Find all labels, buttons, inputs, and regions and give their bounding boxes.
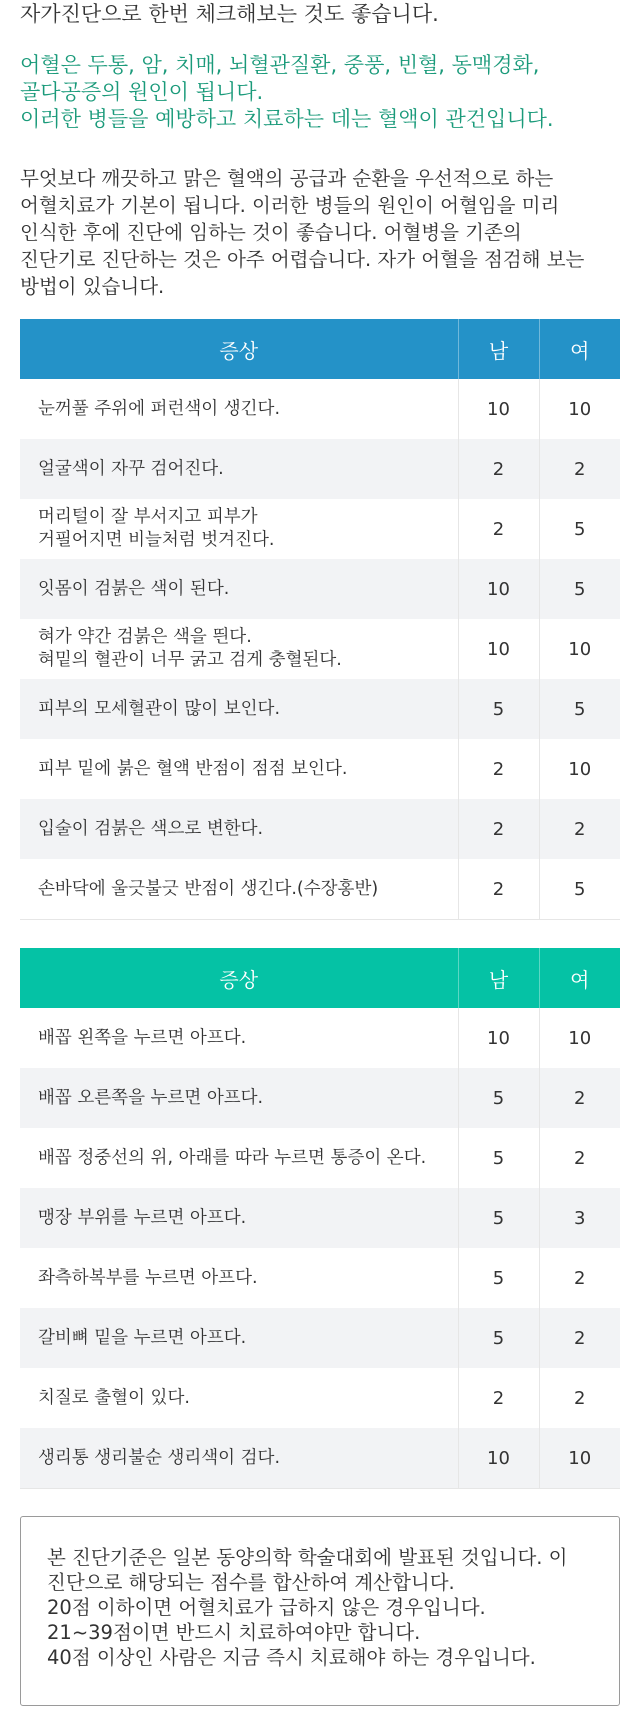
criteria-box [20,1516,620,1706]
symptom-text: 피부의 모세혈관이 많이 보인다. [38,698,281,719]
table-header-row [20,319,620,379]
symptom-cell [20,799,458,859]
symptom-cell [20,1308,458,1368]
table-body [20,1008,620,1489]
female-score: 10 [568,1027,592,1049]
table-row [20,559,620,619]
male-score: 2 [458,859,539,920]
symptom-cell [20,1068,458,1128]
table-row [20,1308,620,1368]
female-score: 10 [539,1428,620,1489]
table-row [20,859,620,920]
symptom-text: 맹장 부위를 누르면 아프다. [38,1207,247,1228]
table-row [20,799,620,859]
table-row [20,619,620,679]
description-line: 인식한 후에 진단에 임하는 것이 좋습니다. 어혈병을 기존의 [20,221,522,244]
table-body [20,379,620,920]
description-paragraph [20,165,625,300]
symptom-cell [20,499,458,559]
male-score: 5 [458,1188,539,1248]
table-row [20,1128,620,1188]
male-score: 2 [458,439,539,499]
female-score: 2 [574,1147,586,1169]
table-row [20,1428,620,1489]
table-row [20,1368,620,1428]
header-symptom: 증상 [20,948,458,1008]
intro-text: 자가진단으로 한번 체크해보는 것도 좋습니다. [20,2,439,26]
male-score: 2 [458,499,539,559]
table-header-row [20,948,620,1008]
female-score: 3 [539,1188,620,1248]
symptom-cell [20,619,458,679]
criteria-line: 21~39점이면 반드시 치료하여야만 합니다. [47,1621,421,1644]
female-score: 2 [574,1387,586,1409]
table-row [20,499,620,559]
table-row [20,439,620,499]
symptom-text: 머리털이 잘 부서지고 피부가 [38,507,258,527]
header-male: 남 [458,948,539,1008]
symptom-text: 얼굴색이 자꾸 검어진다. [38,458,224,479]
symptom-cell [20,1188,458,1248]
table-row [20,379,620,439]
header-female: 여 [539,319,620,379]
symptom-cell [20,1368,458,1428]
criteria-line: 본 진단기준은 일본 동양의학 학술대회에 발표된 것입니다. 이 [47,1546,568,1569]
description-line: 진단기로 진단하는 것은 아주 어렵습니다. 자가 어혈을 점검해 보는 [20,248,585,271]
male-score: 2 [458,799,539,859]
symptom-cell [20,1008,458,1068]
female-score: 10 [568,758,592,780]
female-score: 5 [539,559,620,619]
male-score: 10 [458,559,539,619]
symptom-cell [20,1248,458,1308]
symptom-text: 좌측하복부를 누르면 아프다. [38,1267,258,1288]
symptom-text: 입술이 검붉은 색으로 변한다. [38,818,264,839]
male-score: 10 [458,619,539,679]
table-row [20,1068,620,1128]
symptom-text: 거필어지면 비늘처럼 벗겨진다. [38,530,275,550]
female-score: 10 [568,398,592,420]
symptom-text: 눈꺼풀 주위에 퍼런색이 생긴다. [38,398,281,419]
table-row [20,739,620,799]
male-score: 5 [458,679,539,739]
symptom-table-2 [20,948,620,1489]
symptom-text: 손바닥에 울긋불긋 반점이 생긴다.(수장홍반) [38,878,379,899]
header-male: 남 [458,319,539,379]
description-line: 무엇보다 깨끗하고 맑은 혈액의 공급과 순환을 우선적으로 하는 [20,167,554,190]
symptom-text: 생리통 생리불순 생리색이 검다. [38,1447,281,1468]
symptom-text: 배꼽 정중선의 위, 아래를 따라 누르면 통증이 온다. [38,1147,427,1168]
symptom-cell [20,379,458,439]
male-score: 5 [458,1248,539,1308]
symptom-text: 잇몸이 검붉은 색이 된다. [38,578,230,599]
male-score: 5 [458,1128,539,1188]
female-score: 10 [568,638,592,660]
table-row [20,1008,620,1068]
description-line: 어혈치료가 기본이 됩니다. 이러한 병들의 원인이 어혈임을 미리 [20,194,560,217]
symptom-text: 배꼽 오른쪽을 누르면 아프다. [38,1087,264,1108]
male-score: 5 [458,1068,539,1128]
symptom-cell [20,1128,458,1188]
symptom-text: 배꼽 왼쪽을 누르면 아프다. [38,1027,247,1048]
male-score: 10 [458,1008,539,1068]
table-row [20,1188,620,1248]
symptom-cell [20,439,458,499]
symptom-cell [20,739,458,799]
female-score: 5 [539,859,620,920]
male-score: 2 [458,1368,539,1428]
symptom-text: 치질로 출혈이 있다. [38,1387,190,1408]
symptom-cell [20,679,458,739]
table-row [20,679,620,739]
highlight-line: 골다공증의 원인이 됩니다. [20,80,264,104]
female-score: 2 [539,799,620,859]
symptom-table-1 [20,319,620,920]
highlight-text [20,52,620,133]
male-score: 5 [458,1308,539,1368]
highlight-line: 이러한 병들을 예방하고 치료하는 데는 혈액이 관건입니다. [20,107,554,131]
symptom-text: 피부 밑에 붉은 혈액 반점이 점점 보인다. [38,758,348,779]
female-score: 5 [539,679,620,739]
header-symptom: 증상 [20,319,458,379]
symptom-text: 갈비뼈 밑을 누르면 아프다. [38,1327,247,1348]
symptom-cell [20,559,458,619]
table-row [20,1248,620,1308]
female-score: 2 [539,1068,620,1128]
criteria-line: 20점 이하이면 어혈치료가 급하지 않은 경우입니다. [47,1596,486,1619]
male-score: 10 [458,1428,539,1489]
female-score: 5 [574,518,586,540]
symptom-text: 혀밑의 혈관이 너무 굵고 검게 충혈된다. [38,650,342,670]
symptom-cell [20,1428,458,1489]
header-female: 여 [539,948,620,1008]
criteria-line: 40점 이상인 사람은 지금 즉시 치료해야 하는 경우입니다. [47,1646,536,1669]
description-line: 방법이 있습니다. [20,275,165,298]
male-score: 10 [458,379,539,439]
highlight-line: 어혈은 두통, 암, 치매, 뇌혈관질환, 중풍, 빈혈, 동맥경화, [20,53,540,77]
male-score: 2 [458,739,539,799]
female-score: 2 [574,1267,586,1289]
criteria-line: 진단으로 해당되는 점수를 합산하여 계산합니다. [47,1571,455,1594]
symptom-text: 혀가 약간 검붉은 색을 띈다. [38,627,252,647]
female-score: 2 [539,1308,620,1368]
symptom-cell [20,859,458,920]
female-score: 2 [539,439,620,499]
